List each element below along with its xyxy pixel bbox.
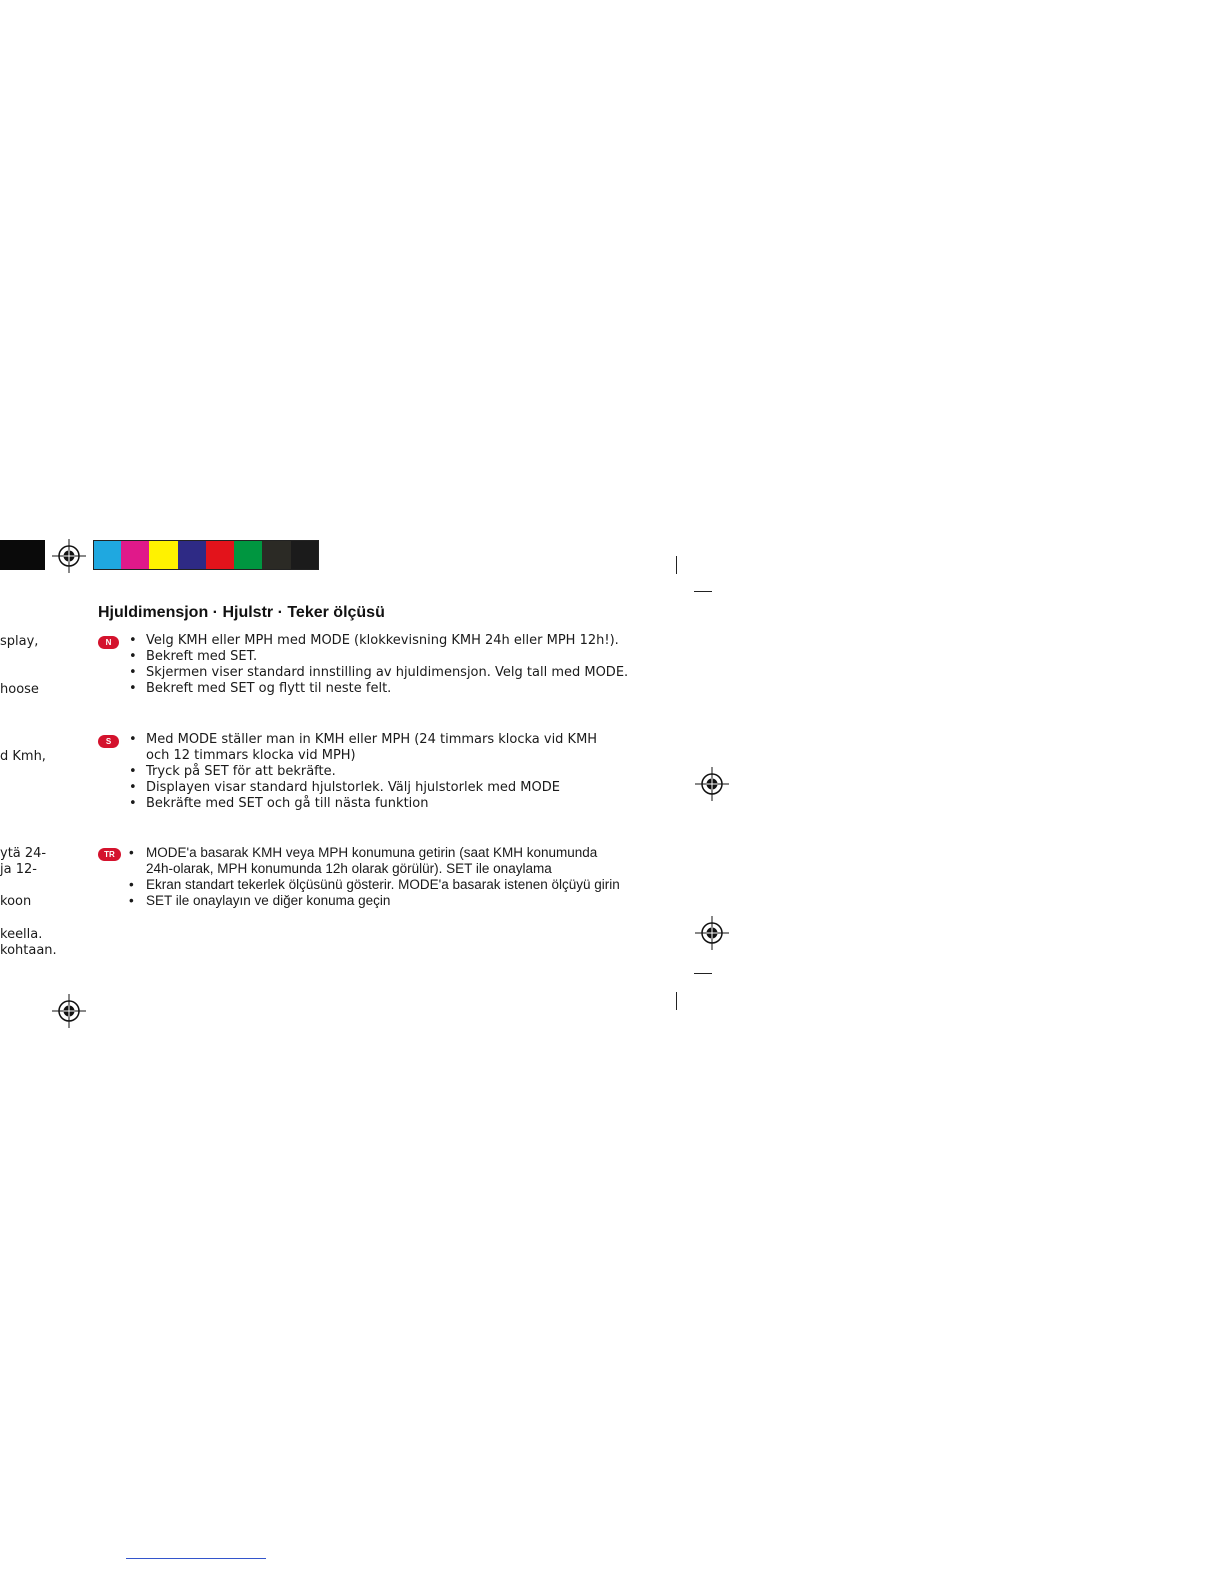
list-item-text: Bekreft med SET og flytt til neste felt. bbox=[146, 681, 392, 696]
fragment-line: d Kmh, bbox=[0, 749, 46, 764]
color-swatch-dark-olive bbox=[262, 540, 291, 570]
registration-mark-icon bbox=[52, 539, 86, 573]
instruction-list-norwegian bbox=[128, 633, 628, 697]
list-item: • SET ile onaylayın ve diğer konuma geçin bbox=[129, 893, 391, 908]
list-item-text: Tryck på SET för att bekräfte. bbox=[146, 764, 336, 779]
list-item: • Velg KMH eller MPH med MODE (klokkevisning KMH 24h eller MPH 12h!). bbox=[129, 633, 619, 648]
color-swatch-blue bbox=[178, 540, 206, 570]
fragment-line: hoose bbox=[0, 682, 39, 697]
list-item-text: Bekreft med SET. bbox=[146, 649, 258, 664]
color-swatch-black bbox=[0, 540, 45, 570]
list-item-text: SET ile onaylayın ve diğer konuma geçin bbox=[146, 893, 391, 908]
fragment-line: kohtaan. bbox=[0, 943, 57, 958]
color-swatch-green bbox=[234, 540, 262, 570]
crop-mark bbox=[694, 973, 712, 974]
bottom-rule bbox=[126, 1558, 266, 1559]
list-item: • Ekran standart tekerlek ölçüsünü gösterir. MODE'a basarak istenen ölçüyü girin bbox=[129, 877, 620, 892]
instruction-list-swedish bbox=[128, 732, 597, 812]
list-item-text-continuation: 24h-olarak, MPH konumunda 12h olarak görülür). SET ile onaylama bbox=[146, 861, 552, 876]
fragment-line: keella. bbox=[0, 927, 43, 942]
list-item-text: Skjermen viser standard innstilling av hjuldimensjon. Velg tall med MODE. bbox=[146, 665, 629, 680]
list-item: • Bekreft med SET. bbox=[129, 649, 258, 664]
fragment-line: ja 12- bbox=[0, 862, 37, 877]
list-item: • Displayen visar standard hjulstorlek. Välj hjulstorlek med MODE bbox=[129, 780, 560, 795]
crop-mark bbox=[676, 992, 677, 1010]
list-item-text: Velg KMH eller MPH med MODE (klokkevisning KMH 24h eller MPH 12h!). bbox=[146, 633, 619, 648]
color-swatch-red bbox=[206, 540, 234, 570]
registration-mark-icon bbox=[52, 994, 86, 1028]
language-badge-s: S bbox=[98, 735, 119, 748]
list-item: • Skjermen viser standard innstilling av hjuldimensjon. Velg tall med MODE. bbox=[129, 665, 629, 680]
registration-mark-icon bbox=[695, 916, 729, 950]
color-swatch-dark-gray bbox=[291, 540, 319, 570]
fragment-line: koon bbox=[0, 894, 32, 909]
registration-mark-icon bbox=[695, 767, 729, 801]
list-item: • Med MODE ställer man in KMH eller MPH (24 timmars klocka vid KMH och 12 timmars klocka vid MPH) bbox=[129, 732, 598, 763]
list-item-text: Med MODE ställer man in KMH eller MPH (24 timmars klocka vid KMH bbox=[146, 732, 598, 747]
section-heading: Hjuldimensjon · Hjulstr · Teker ölçüsü bbox=[98, 604, 385, 621]
list-item-text: Bekräfte med SET och gå till nästa funktion bbox=[146, 796, 429, 811]
color-swatch-cyan bbox=[93, 540, 121, 570]
list-item: • Bekräfte med SET och gå till nästa funktion bbox=[129, 796, 429, 811]
fragment-line: splay, bbox=[0, 634, 39, 649]
list-item-text: MODE'a basarak KMH veya MPH konumuna getirin (saat KMH konumunda bbox=[146, 845, 598, 860]
crop-mark bbox=[694, 591, 712, 592]
list-item: • Tryck på SET för att bekräfte. bbox=[129, 764, 336, 779]
list-item: • Bekreft med SET og flytt til neste felt. bbox=[129, 681, 392, 696]
language-badge-tr: TR bbox=[98, 848, 121, 861]
crop-mark bbox=[676, 556, 677, 574]
instruction-list-turkish bbox=[128, 845, 620, 909]
list-item-text: Ekran standart tekerlek ölçüsünü gösterir. MODE'a basarak istenen ölçüyü girin bbox=[146, 877, 620, 892]
list-item-text-continuation: och 12 timmars klocka vid MPH) bbox=[146, 748, 356, 763]
color-swatch-magenta bbox=[121, 540, 149, 570]
list-item: • MODE'a basarak KMH veya MPH konumuna getirin (saat KMH konumunda 24h-olarak, MPH konumunda 12h olarak görülür). SET ile onaylama bbox=[129, 845, 598, 876]
language-badge-n: N bbox=[98, 636, 119, 649]
fragment-line: ytä 24- bbox=[0, 846, 47, 861]
color-swatch-yellow bbox=[149, 540, 178, 570]
list-item-text: Displayen visar standard hjulstorlek. Välj hjulstorlek med MODE bbox=[146, 780, 560, 795]
